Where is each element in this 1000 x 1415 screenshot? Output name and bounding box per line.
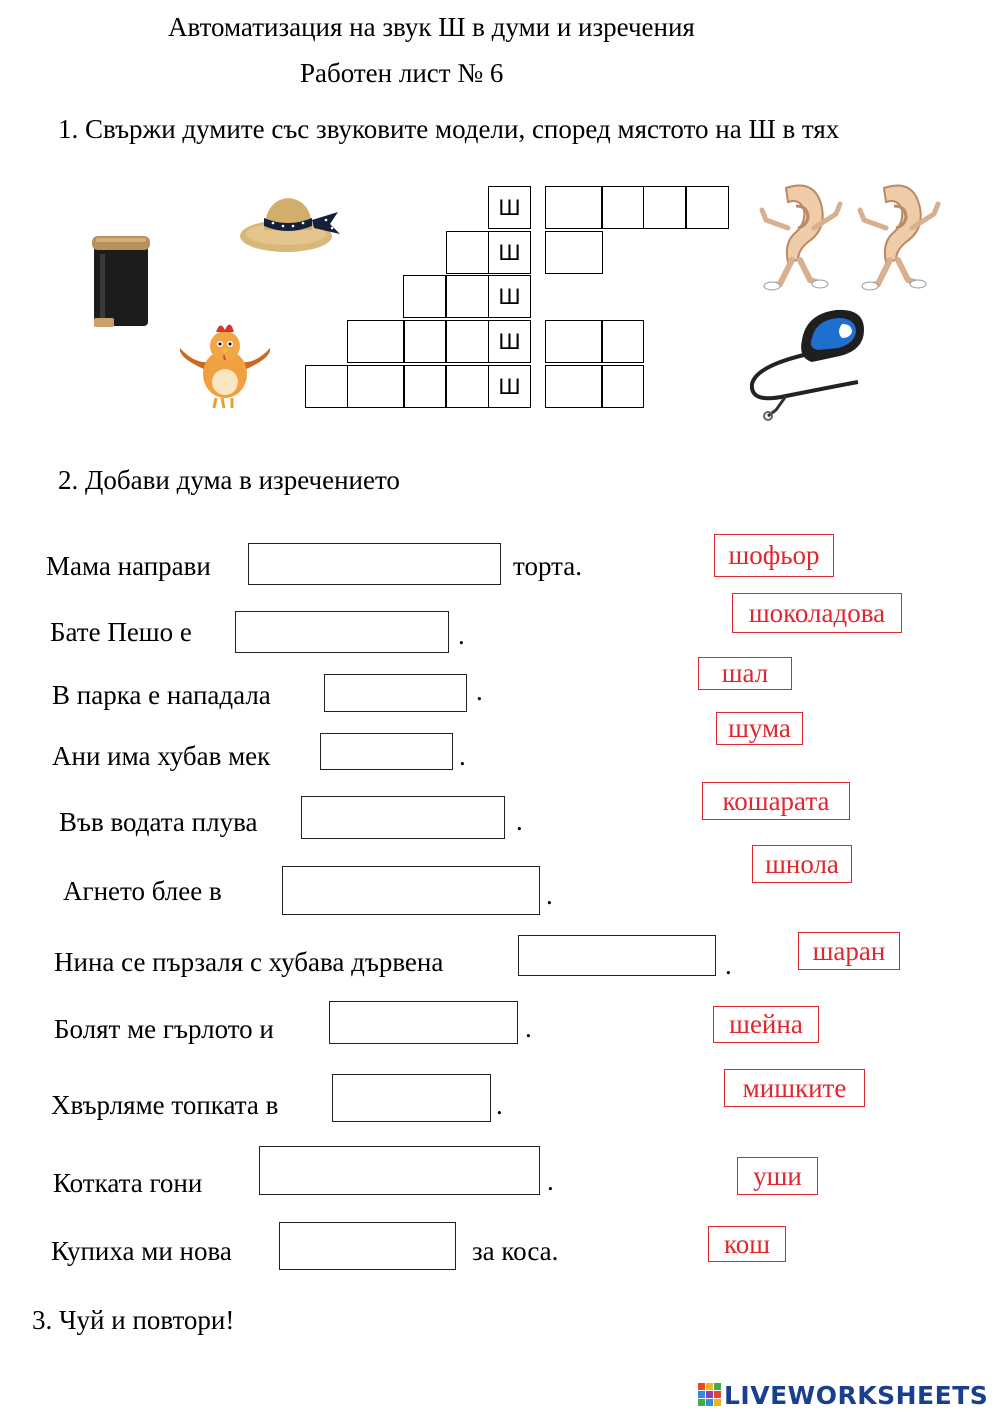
answer-input-9[interactable]	[332, 1074, 491, 1122]
grid-cell	[601, 186, 644, 229]
grid-cell	[446, 365, 489, 408]
word-bank-item[interactable]: шофьор	[714, 534, 834, 577]
trash-can-icon	[86, 232, 156, 332]
sentence-8-text: Болят ме гърлото и	[54, 1014, 274, 1044]
sentence-7-end: .	[725, 950, 732, 980]
grid-cell	[305, 365, 348, 408]
grid-cell	[446, 275, 489, 318]
grid-cell-sh: Ш	[488, 365, 531, 408]
sentence-2-text: Бате Пешо е	[50, 617, 192, 647]
grid-cell-sh: Ш	[488, 275, 531, 318]
grid-cell	[643, 186, 686, 229]
grid-cell-sh: Ш	[488, 231, 531, 274]
grid-cell	[403, 320, 446, 363]
word-bank-item[interactable]: уши	[737, 1157, 818, 1195]
dog-leash-icon	[746, 306, 870, 422]
sentence-4-text: Ани има хубав мек	[52, 741, 271, 771]
grid-cell	[545, 186, 603, 229]
sentence-2-end: .	[458, 620, 465, 650]
task2-instruction: 2. Добави дума в изречението	[58, 465, 400, 495]
sentence-9-end: .	[496, 1090, 503, 1120]
chicken-icon	[176, 318, 274, 410]
grid-cell	[601, 320, 644, 363]
word-bank-item[interactable]: кошарата	[702, 782, 850, 820]
grid-cell-sh: Ш	[488, 320, 531, 363]
sentence-10-text: Котката гони	[53, 1168, 203, 1198]
answer-input-11[interactable]	[279, 1222, 456, 1270]
brand-name: LIVEWORKSHEETS	[724, 1380, 989, 1410]
word-bank-item[interactable]: шоколадова	[732, 593, 902, 633]
answer-input-5[interactable]	[301, 796, 505, 839]
sentence-4-end: .	[459, 741, 466, 771]
grid-cell	[545, 365, 603, 408]
answer-input-1[interactable]	[248, 543, 501, 585]
sentence-11-end: за коса.	[472, 1236, 559, 1266]
answer-input-8[interactable]	[329, 1001, 518, 1044]
answer-input-10[interactable]	[259, 1146, 540, 1195]
sentence-6-end: .	[546, 880, 553, 910]
sentence-3-text: В парка е нападала	[52, 680, 271, 710]
answer-input-7[interactable]	[518, 935, 716, 976]
sentence-11-text: Купиха ми нова	[51, 1236, 232, 1266]
sentence-10-end: .	[547, 1166, 554, 1196]
grid-cell-sh: Ш	[488, 186, 531, 229]
word-bank-item[interactable]: шума	[716, 712, 803, 745]
grid-cell	[446, 231, 489, 274]
grid-cell	[347, 320, 405, 363]
walking-ear-icon	[856, 180, 942, 292]
word-bank-item[interactable]: шаран	[798, 932, 900, 970]
word-bank-item[interactable]: шал	[698, 657, 792, 690]
grid-cell	[545, 231, 603, 274]
sentence-3-end: .	[476, 676, 483, 706]
grid-cell	[403, 275, 446, 318]
answer-input-3[interactable]	[324, 674, 467, 712]
grid-cell	[601, 365, 644, 408]
grid-cell	[446, 320, 489, 363]
answer-input-4[interactable]	[320, 733, 453, 770]
straw-hat-icon	[238, 190, 344, 258]
grid-cell	[545, 320, 603, 363]
sentence-1-text: Мама направи	[46, 551, 211, 581]
grid-cell	[403, 365, 446, 408]
grid-cell	[686, 186, 729, 229]
answer-input-6[interactable]	[282, 866, 540, 915]
sentence-7-text: Нина се пързаля с хубава дървена	[54, 947, 444, 977]
task3-instruction: 3. Чуй и повтори!	[32, 1305, 235, 1335]
sentence-8-end: .	[525, 1013, 532, 1043]
sentence-5-end: .	[516, 806, 523, 836]
liveworksheets-logo	[698, 1380, 988, 1410]
sentence-9-text: Хвърляме топката в	[51, 1090, 279, 1120]
sentence-6-text: Агнето блее в	[63, 876, 222, 906]
word-bank-item[interactable]: кош	[708, 1226, 786, 1262]
worksheet-title: Автоматизация на звук Ш в думи и изречения	[168, 12, 695, 42]
answer-input-2[interactable]	[235, 611, 449, 653]
sentence-5-text: Във водата плува	[59, 807, 258, 837]
logo-mark-icon	[698, 1383, 722, 1407]
word-bank-item[interactable]: шейна	[713, 1006, 819, 1043]
worksheet-subtitle: Работен лист № 6	[300, 58, 504, 88]
task1-instruction: 1. Свържи думите със звуковите модели, според мястото на Ш в тях	[58, 114, 840, 144]
grid-cell	[347, 365, 405, 408]
walking-ear-icon	[758, 180, 844, 292]
word-bank-item[interactable]: мишките	[724, 1069, 865, 1107]
sentence-1-end: торта.	[513, 551, 582, 581]
word-bank-item[interactable]: шнола	[752, 845, 852, 883]
